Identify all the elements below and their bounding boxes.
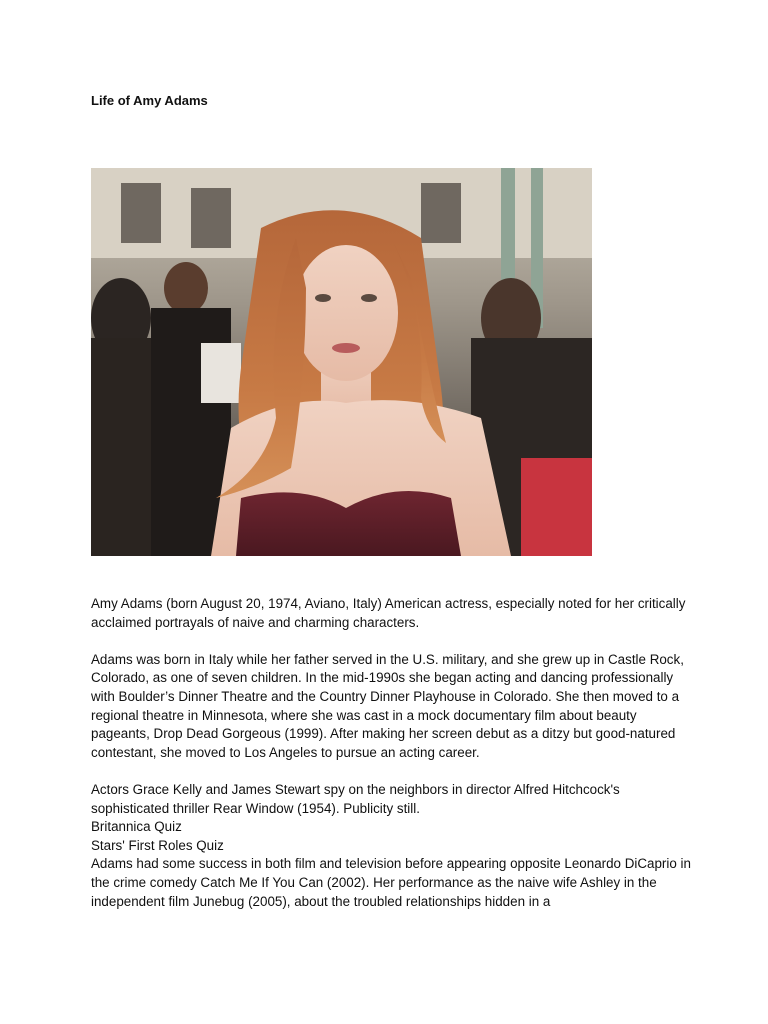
quiz-label: Britannica Quiz — [91, 819, 182, 835]
amy-adams-photo — [91, 168, 592, 556]
quiz-title: Stars' First Roles Quiz — [91, 837, 224, 853]
paragraph-gap — [91, 762, 691, 781]
image-caption: Actors Grace Kelly and James Stewart spy on the neighbors in director Alfred Hitchcock's sophisticated thriller Rear Window (1954). Publicity still. — [91, 781, 620, 816]
intro-paragraph: Amy Adams (born August 20, 1974, Aviano, Italy) American actress, especially noted for her critically acclaimed portrayals of naive and charming characters. — [91, 596, 686, 630]
article-body — [91, 595, 691, 911]
career-paragraph: Adams had some success in both film and television before appearing opposite Leonardo DiCaprio in the crime comedy Catch Me If You Can (2002). Her performance as the naive wife Ashley in the independent film Junebug (2005), about the troubled relationships hidden in a — [91, 856, 691, 909]
document-title: Life of Amy Adams — [91, 93, 208, 108]
early-life-paragraph: Adams was born in Italy while her father served in the U.S. military, and she grew up in Castle Rock, Colorado, as one of seven children. In the mid-1990s she began acting and dancing professionally with Boulder’s Dinner Theatre and the Country Dinner Playhouse in Colorado. She then moved to a regional theatre in Minnesota, where she was cast in a mock documentary film about beauty pageants, Drop Dead Gorgeous (1999). After making her screen debut as a ditzy but good-natured contestant, she moved to Los Angeles to pursue an acting career. — [91, 651, 684, 760]
paragraph-gap — [91, 632, 691, 651]
